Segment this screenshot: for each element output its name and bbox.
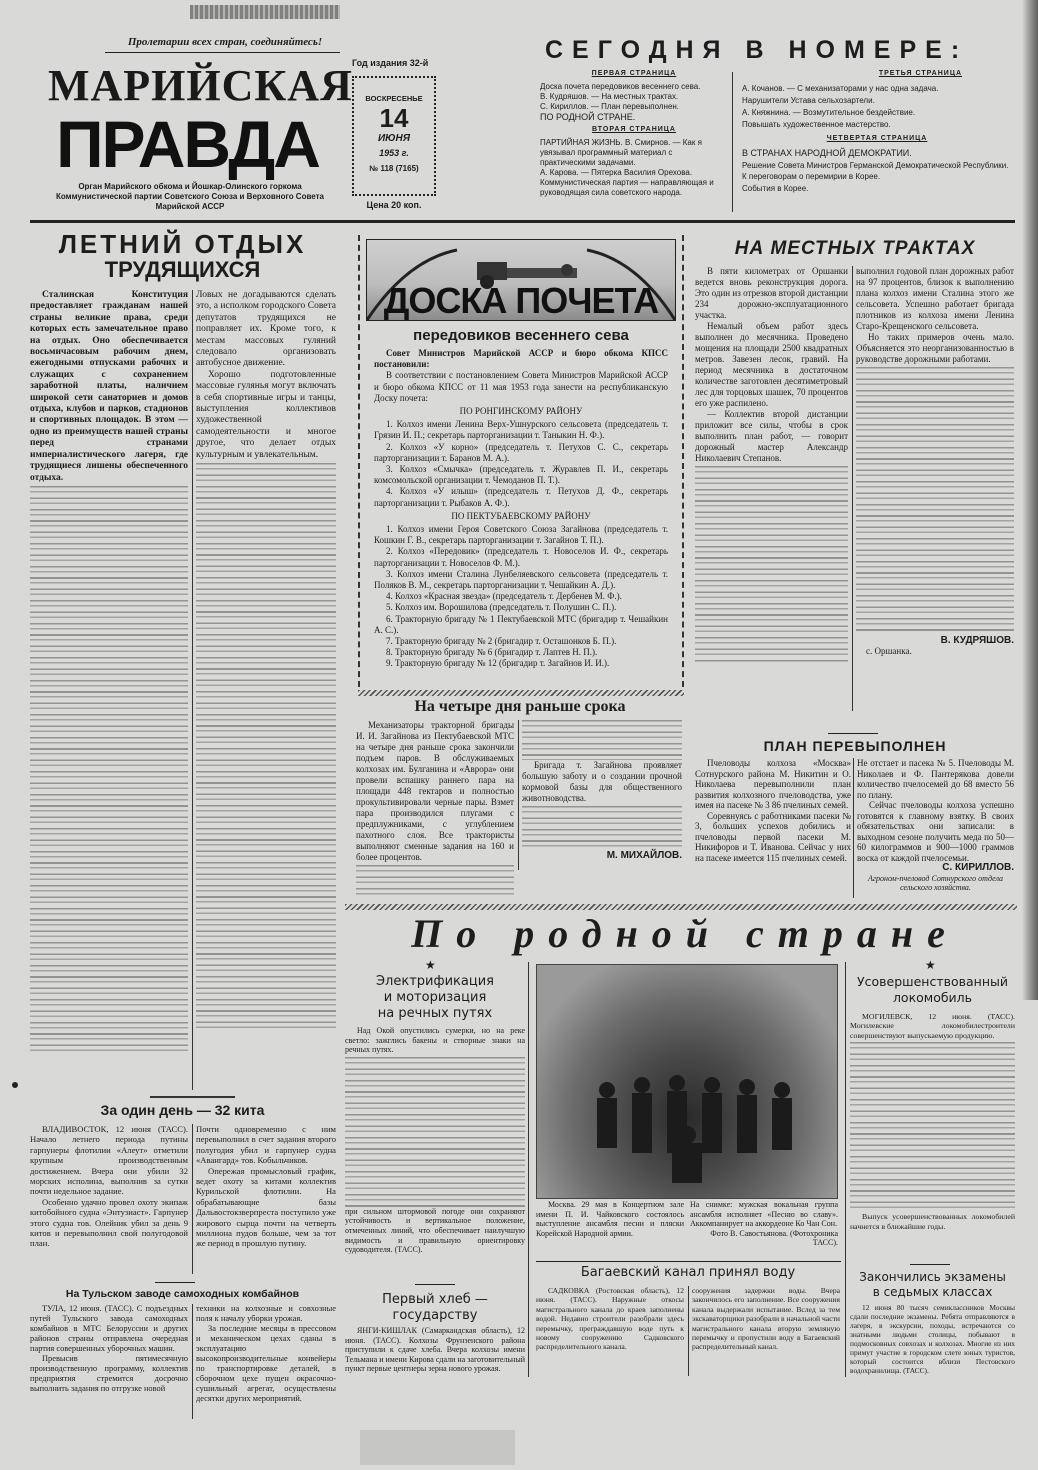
contents-item[interactable]: В. Кудряшов. — На местных трактах.	[540, 92, 679, 101]
contents-item[interactable]: Нарушители Устава сельхозартели.	[742, 96, 875, 105]
newspaper-title-line1: МАРИЙСКАЯ	[48, 61, 353, 110]
article-fourdays-col1	[356, 720, 514, 898]
honor-list-item: 7. Тракторную бригаду № 2 (бригадир т. Осташонков Б. П.).	[386, 636, 617, 647]
article-bread	[345, 1292, 525, 1374]
paragraph: МОГИЛЕВСК, 12 июня. (ТАСС). Могилевские локомобилестроители совершенствуют выпускаемую продукцию.	[850, 1012, 1015, 1040]
honor-list-item: 4. Колхоз «Красная звезда» (председатель т. Дербенев М. Ф.).	[386, 591, 622, 602]
honor-list-item: 2. Колхоз «У корно» (председатель т. Петухов С. С., секретарь парторганизации т. Баранов М. А.).	[374, 441, 668, 463]
contents-item[interactable]: ПО РОДНОЙ СТРАНЕ.	[540, 112, 636, 122]
contents-item[interactable]: В СТРАНАХ НАРОДНОЙ ДЕМОКРАТИИ.	[742, 148, 912, 158]
paragraph: — Коллектив второй дистанции приложит все силы, чтобы в срок выполнить план работ, — говорит дорожный мастер Александр Николаевич Степанов.	[695, 409, 848, 463]
column-rule	[845, 962, 846, 1377]
article-summer-rest	[30, 230, 335, 282]
article-summer-col2	[196, 290, 336, 1033]
headline: ТРУДЯЩИХСЯ	[104, 257, 261, 282]
photo-caption: Москва. 29 мая в Концертном зале имени П. И. Чайковского состоялось выступление ансамбля песни и пляски Корейской Народной армии.	[536, 1200, 684, 1238]
article-plan-col2	[857, 758, 1014, 892]
honor-list-item: 4. Колхоз «У илыш» (председатель т. Петухов Д. Ф., секретарь парторганизации т. Рыбаков А. Ф.).	[374, 486, 668, 508]
star-icon: ★	[925, 958, 936, 972]
article-summer-col1	[30, 290, 188, 1056]
masthead-rule	[30, 220, 1015, 223]
author-role: Агроном-пчеловод Сотнурского отдела сельского хозяйства.	[867, 873, 1004, 892]
separator-ornament	[150, 1096, 235, 1098]
column-rule	[192, 290, 193, 1090]
paragraph: Превысив пятимесячную производственную программу, коллектив предприятия стремится досрочно выполнить задания по отгрузке новой	[30, 1354, 188, 1393]
headline: Электрификация	[375, 974, 494, 989]
contents-item[interactable]: Повышать художественное мастерство.	[742, 120, 891, 129]
separator	[415, 1284, 455, 1285]
paragraph: САДКОВКА (Ростовская область), 12 июня. (ТАСС). Наружные откосы магистрального канала до краев заполнены водой. Недавно строители разобрали здесь перемычку, преграждавшую воде путь к новому сооружению Садковского распределительного канала.	[536, 1286, 684, 1352]
paragraph: Опережая промысловый график, ведет охоту за китами коллектив Курильской флотилии. На обрабатывающие базы Дальвостокзверпреста поступило уже жирового сырца почти на четверть миллиона пудов больше, чем за тот же период в прошлую путину.	[196, 1165, 336, 1249]
paragraph: техники на колхозные и совхозные поля к началу уборки урожая.	[196, 1304, 336, 1323]
text-unreadable	[856, 367, 1014, 631]
column-rule	[518, 720, 519, 870]
headline: Закончились экзамены	[859, 1270, 1006, 1284]
separator	[828, 733, 878, 734]
contents-item[interactable]: А. Кочанов. — С механизаторами у нас одна задача.	[742, 84, 939, 93]
issue-number: № 118 (7165)	[369, 164, 419, 173]
paragraph: Выпуск усовершенствованных локомобилей начнется в ближайшие годы.	[850, 1212, 1015, 1231]
honor-list-item: 1. Колхоз имени Героя Советского Союза Загайнова (председатель т. Кошкин Г. В., секретарь парторганизации т. Загайнов Т. П.).	[374, 524, 668, 546]
text-unreadable	[850, 1042, 1015, 1212]
article-locomobile	[850, 974, 1015, 1231]
paragraph: ВЛАДИВОСТОК, 12 июня (ТАСС). Начало летнего периода путины гарпунеры флотилии «Алеут» отметили крупным производственным достижением. Вчера они убили 32 морских исполина, выполнив за сутки почти недельное задание.	[30, 1124, 188, 1197]
honor-list-item: 8. Тракторную бригаду № 6 (бригадир т. Лаптев Н. П.).	[386, 647, 598, 658]
paragraph: Над Окой опустились сумерки, но на реке светло: зажглись бакены и створные знаки на речных путях.	[345, 1026, 525, 1055]
headline: в седьмых классах	[872, 1285, 993, 1299]
masthead-stamp	[190, 5, 340, 19]
article-fourdays-col2	[522, 720, 682, 861]
paragraph: Соревнуясь с работниками пасеки № 3, больших успехов добились и пчеловоды первой пасеки М. Никифоров и Т. Иванова. Сейчас у них на пасеке имеется 115 пчелиных семей.	[695, 810, 851, 863]
separator	[536, 1261, 841, 1262]
wavy-rule	[345, 904, 1017, 910]
paragraph: Почти одновременно с ним перевыполнил в счет задания второго полугодия убил и гарпунер судна «Авангард» тов. Кобыльчиков.	[196, 1124, 336, 1166]
headline-whales: За один день — 32 кита	[100, 1102, 265, 1118]
paper-smudge	[360, 1430, 515, 1465]
paragraph: Немалый объем работ здесь выполнен до месячника. Проведено мощения на площади 2500 квадратных метров. Завезен лесок, гравий. На период месячника в достаточном количестве заготовлен десятиметровый лес для торцовых шашек, 70 процентов его уже распилено.	[695, 321, 848, 408]
headline-four-days: На четыре дня раньше срока	[414, 698, 626, 715]
contents-divider	[732, 72, 733, 212]
contents-item[interactable]: ПАРТИЙНАЯ ЖИЗНЬ. В. Смирнов. — Как я увязывал программный материал с практическими задачами.	[540, 138, 702, 167]
article-whales-col2	[196, 1124, 336, 1249]
headline: Первый хлеб —	[382, 1292, 488, 1307]
paragraph: В пяти километрах от Оршанки ведется вновь реконструкция дорога. Это один из отрезков второй дистанции 234 дорожно-эксплуатационного участка.	[695, 266, 848, 320]
paragraph: Сталинская Конституция предоставляет гражданам нашей страны великие права, среди которых есть замечательное право на отдых. Оно обеспечивается восьмичасовым рабочим днем, ежегодными отпусками рабочих и служащих с сохранением заработной платы, наличием широкой сети санаториев и домов отдыха, клубов и парков, стадионов и спортивных площадок. В этом — одно из преимуществ нашей страны перед странами империалистического лагеря, где трудящиеся лишены обеспеченного отдыха.	[30, 290, 188, 483]
paragraph: В соответствии с постановлением Совета Министров Марийской АССР и бюро обкома КПСС от 11 мая 1953 года занести на республиканскую Доску почета:	[374, 370, 668, 403]
headline: государству	[392, 1308, 478, 1323]
text-unreadable	[356, 865, 514, 898]
contents-item[interactable]: Коммунистическая партия — направляющая и руководящая сила советского народа.	[540, 178, 714, 197]
paragraph: Бригада т. Загайнова проявляет большую заботу и о создании прочной кормовой базы для общественного животноводства.	[522, 760, 682, 803]
signature: М. МИХАЙЛОВ.	[606, 850, 682, 861]
contents-item[interactable]: Доска почета передовиков весеннего сева.	[540, 82, 701, 91]
paragraph: Не отстает и пасека № 5. Пчеловоды М. Николаев и Ф. Пантерякова довели количество пчелосемей до 68 вместо 56 по плану.	[857, 758, 1014, 800]
column-rule	[853, 758, 854, 898]
text-unreadable	[695, 466, 848, 664]
paragraph: Пчеловоды колхоза «Москва» Сотнурского района М. Никитин и О. Николаева перевыполнили план развития колхозного пчеловодства, уже имея на пасеке № 3 86 пчелиных семей.	[695, 758, 851, 810]
contents-page-label: ПЕРВАЯ СТРАНИЦА	[591, 70, 677, 77]
contents-item[interactable]: События в Корее.	[742, 183, 809, 193]
newspaper-title-line2: ПРАВДА	[56, 107, 319, 181]
article-canal-col2	[692, 1286, 840, 1352]
paragraph: ТУЛА, 12 июня. (ТАСС). С подъездных путей Тульского завода самоходных комбайнов в МТС Белоруссии и других районов страны отправлена очередная партия совершенных уборочных машин.	[30, 1304, 188, 1353]
text-unreadable	[522, 806, 682, 850]
contents-left	[540, 70, 728, 198]
contents-item[interactable]: А. Карова. — Пятерка Василия Орехова.	[540, 168, 693, 177]
paragraph: За последние месяцы в прессовом и механическом цехах сданы в эксплуатацию высокопроизводительные конвейеры по транспортировке деталей, в сборочном цехе пущен окрасочно-сушильный агрегат, осуществлены десятки других мероприятий.	[196, 1324, 336, 1403]
contents-right	[742, 70, 1012, 194]
page-right-edge	[1022, 0, 1038, 1000]
honor-board	[358, 235, 684, 687]
contents-item[interactable]: Решение Совета Министров Германской Демократической Республики.	[742, 160, 1009, 170]
photo-figures	[537, 965, 837, 1198]
section-title-native-country: По родной стране	[411, 911, 959, 956]
text-unreadable	[345, 1057, 525, 1207]
contents-page-label: ТРЕТЬЯ СТРАНИЦА	[878, 70, 962, 77]
signature: В. КУДРЯШОВ.	[940, 635, 1014, 646]
paragraph: 12 июня 80 тысяч семиклассников Москвы сдали последние экзамены. Ребята отправляются в лагеря, в экскурсии, походы, встречаются со знатными людьми столицы, побывают в подмосковных совхозах и колхозах. Многие из них примут участие в городском слете юных туристов, который состоится вблизи Пестовского водохранилища. (ТАСС).	[850, 1303, 1015, 1375]
headline: ЛЕТНИЙ ОТДЫХ	[58, 229, 307, 259]
headline-tula: На Тульском заводе самоходных комбайнов	[65, 1288, 300, 1300]
photo-credit: Фото В. Савостьянова. (Фотохроника ТАСС).	[710, 1228, 838, 1248]
separator	[910, 1264, 950, 1265]
paragraph: Но таких примеров очень мало. Объясняется это неорганизованностью в руководстве дорожными работами.	[856, 332, 1014, 364]
column-rule	[852, 266, 853, 711]
column-rule	[192, 1304, 193, 1419]
contents-item[interactable]: С. Кириллов. — План перевыполнен.	[540, 102, 680, 111]
wavy-rule	[358, 690, 684, 696]
year-of-publication: Год издания 32-й	[352, 58, 429, 68]
date-box	[352, 76, 436, 196]
headline: Усовершенствованный	[857, 974, 1008, 989]
headline-roads: НА МЕСТНЫХ ТРАКТАХ	[734, 238, 976, 259]
honor-list-item: 3. Колхоз «Смычка» (председатель т. Журавлев П. И., секретарь комсомольской организации т. Чемоданов П. Т.).	[374, 464, 668, 486]
paragraph: Ловых не догадываются сделать это, а исполком городского Совета депутатов трудящихся не поправляет их. Кроме того, к местам массовых гуляний следовало организовать автобусное движение.	[196, 290, 336, 369]
date-day: 14	[379, 103, 409, 133]
column-rule	[528, 962, 529, 1377]
paragraph: Сейчас пчеловоды колхоза успешно готовятся к главному взятку. В своих обязательствах они записали: в выходном сезоне получить меда по 50—60 килограммов и 900—1000 граммов воска от каждой пчелосемьи.	[857, 800, 1014, 863]
text-unreadable	[522, 720, 682, 760]
honor-list-item: 5. Колхоз им. Ворошилова (председатель т. Полушин С. П.).	[386, 602, 617, 613]
paragraph: Хорошо подготовленные массовые гулянья могут включать в себя спортивные игры и танцы, выступления коллективов художественной самодеятельности и многое другое, что делает отдых культурным и увлекательным.	[196, 369, 336, 460]
newspaper-organ: Орган Марийского обкома и Йошкар-Олинского горкома Коммунистической партии Советского Союза и Верховного Совета Марийской АССР	[56, 182, 324, 211]
date-month: ИЮНЯ	[377, 133, 411, 144]
paragraph: выполнил годовой план дорожных работ на 97 процентов, близок к выполнению плана колхоз имени Сталина этого же сельсовета. Успешно работает бригада плотников из колхоза имени Ленина Старо-Крещенского сельсовета.	[856, 266, 1014, 331]
photo-korean-ensemble	[536, 964, 838, 1199]
star-icon: ★	[425, 958, 436, 972]
paragraph: Совет Министров Марийской АССР и бюро обкома КПСС постановили:	[374, 348, 668, 370]
paragraph: при сильном штормовой погоде они сохраняют устойчивость и вертикальное положение, отмеченных линий, что обеспечивает наилучшую видимость и правильную ориентировку судоводителя. (ТАСС).	[345, 1206, 525, 1255]
contents-item[interactable]: А. Княжнина. — Возмутительное бездействие.	[742, 108, 916, 117]
paragraph: ЯНГИ-КИШЛАК (Самаркандская область), 12 июня. (ТАСС). Колхозы Фрунзенского района приступили к сдаче хлеба. Вчера колхозы имени Тельмана и имени Кирова сдали на заготовительный пункт первые центнеры зерна нового урожая.	[345, 1326, 525, 1374]
honor-list-item: 9. Тракторную бригаду № 12 (бригадир т. Загайнов И. И.).	[386, 658, 610, 669]
signature: С. КИРИЛЛОВ.	[942, 862, 1014, 873]
contents-page-label: ВТОРАЯ СТРАНИЦА	[592, 126, 676, 133]
text-unreadable	[30, 486, 188, 1056]
punch-mark	[12, 1082, 18, 1088]
separator	[155, 1282, 195, 1283]
honor-subtitle: передовиков весеннего сева	[413, 327, 629, 344]
photo-caption-col2	[690, 1200, 838, 1248]
dateline-place: с. Оршанка.	[866, 646, 912, 656]
contents-title: СЕГОДНЯ В НОМЕРЕ:	[545, 36, 969, 64]
headline-plan: ПЛАН ПЕРЕВЫПОЛНЕН	[763, 738, 947, 754]
date-weekday: ВОСКРЕСЕНЬЕ	[365, 94, 423, 103]
paragraph: Особенно удачно провел охоту экипаж китобойного судна «Энтузиаст». Гарпунер этого судна тов. Олейник убил за день 9 китов и перевыполнил свой полугодовой план.	[30, 1196, 188, 1249]
article-roads-col1	[695, 266, 848, 664]
column-rule	[688, 1286, 689, 1376]
paragraph: сооружения задержки воды. Вчера закончилось его заполнение. Все сооружения канала выдержали испытание. Вслед за тем экскаваторщики разобрали в начальной части магистрального канала вторую земляную перемычку и пропустили воду в Багаевский распределительный канал.	[692, 1286, 840, 1352]
honor-banner	[366, 239, 676, 321]
masthead-motto: Пролетарии всех стран, соединяйтесь!	[127, 36, 323, 48]
district-heading: ПО РОНГИНСКОМУ РАЙОНУ	[459, 406, 583, 417]
honor-list-item: 2. Колхоз «Передовик» (председатель т. Новоселов И. Ф., секретарь парторганизации т. Новоселов Ф. М.).	[374, 546, 668, 568]
article-canal-col1	[536, 1286, 684, 1352]
paragraph: Механизаторы тракторной бригады И. И. Загайнова из Пектубаевской МТС на четыре дня раньше срока закончили подъем паров. В обслуживаемых колхозах им. Булганина и «Аврора» они провели вспашку раннего пара на площади 448 гектаров и полностью прокультивировали черные пары. Взмет пара производился плугами с предплужниками, с углублением пахотного слоя. Все трактористы выполняют сменные задания на 160 и более процентов.	[356, 720, 514, 862]
column-rule	[192, 1124, 193, 1274]
honor-list-item: 1. Колхоз имени Ленина Верх-Ушнурского сельсовета (председатель т. Грязин И. П.; секретарь парторганизации т. Таныкин Н. Ф.).	[374, 419, 668, 441]
article-whales-col1	[30, 1124, 188, 1249]
photo-caption: На снимке: мужская вокальная группа ансамбля исполняет «Песню во славу». Аккомпанирует на аккордеоне Ко Чан Сон.	[690, 1200, 838, 1229]
article-rivers	[345, 974, 525, 1255]
headline: и моторизация	[383, 990, 487, 1005]
article-tula-col1	[30, 1304, 188, 1394]
photo-caption-col1	[536, 1200, 684, 1238]
honor-list-item: 6. Тракторную бригаду № 1 Пектубаевской МТС (бригадир т. Чешайкин А. С.).	[374, 613, 668, 635]
headline: на речных путях	[377, 1006, 493, 1021]
motto-underline	[105, 52, 340, 53]
headline-canal: Багаевский канал принял воду	[580, 1265, 796, 1280]
district-heading: ПО ПЕКТУБАЕВСКОМУ РАЙОНУ	[451, 510, 591, 521]
text-unreadable	[196, 463, 336, 1033]
article-plan-col1	[695, 758, 851, 863]
headline: локомобиль	[892, 990, 973, 1005]
article-roads-col2	[856, 266, 1014, 657]
contents-page-label: ЧЕТВЕРТАЯ СТРАНИЦА	[826, 135, 928, 142]
date-year: 1953 г.	[379, 148, 409, 158]
article-exams	[850, 1270, 1015, 1375]
article-tula-col2	[196, 1304, 336, 1404]
honor-banner-text: ДОСКА ПОЧЕТА	[383, 280, 659, 321]
price: Цена 20 коп.	[366, 200, 422, 210]
honor-list-item: 3. Колхоз имени Сталина Лунбеляевского сельсовета (председатель т. Поляков В. М., секретарь парторганизации т. Чешайкин А. Д.).	[374, 568, 668, 591]
contents-item[interactable]: К переговорам о перемирии в Корее.	[742, 172, 881, 181]
